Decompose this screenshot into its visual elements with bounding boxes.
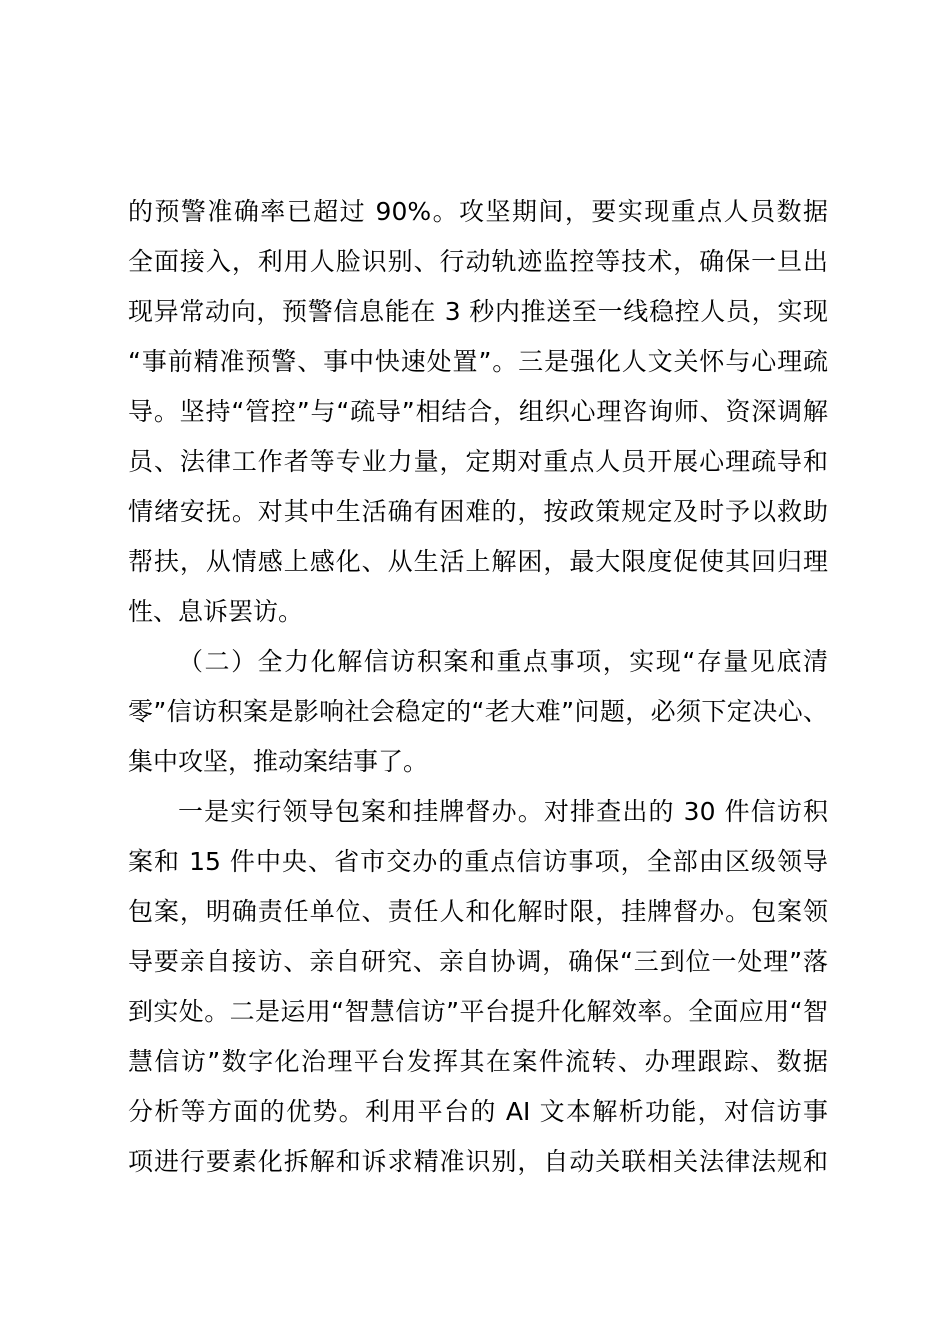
text-line: 零”信访积案是影响社会稳定的“老大难”问题，必须下定决心、	[128, 697, 828, 726]
text-line: 慧信访”数字化治理平台发挥其在案件流转、办理跟踪、数据	[128, 1047, 828, 1076]
text-line: “事前精准预警、事中快速处置”。三是强化人文关怀与心理疏	[128, 347, 828, 376]
text-line: 的预警准确率已超过 90%。攻坚期间，要实现重点人员数据	[128, 197, 828, 226]
text-line: 全面接入，利用人脸识别、行动轨迹监控等技术，确保一旦出	[128, 247, 828, 276]
text-line: 集中攻坚，推动案结事了。	[128, 747, 429, 776]
text-line: 帮扶，从情感上感化、从生活上解困，最大限度促使其回归理	[128, 547, 828, 576]
text-line: 案和 15 件中央、省市交办的重点信访事项，全部由区级领导	[128, 847, 828, 876]
text-line: 到实处。二是运用“智慧信访”平台提升化解效率。全面应用“智	[128, 997, 828, 1026]
text-line: 分析等方面的优势。利用平台的 AI 文本解析功能，对信访事	[128, 1097, 828, 1126]
text-line: 包案，明确责任单位、责任人和化解时限，挂牌督办。包案领	[128, 897, 828, 926]
text-line: 现异常动向，预警信息能在 3 秒内推送至一线稳控人员，实现	[128, 297, 828, 326]
text-line: 性、息诉罢访。	[128, 597, 304, 626]
text-line: 情绪安抚。对其中生活确有困难的，按政策规定及时予以救助	[128, 497, 828, 526]
section-heading-line: （二）全力化解信访积案和重点事项，实现“存量见底清	[178, 647, 828, 676]
text-line: 员、法律工作者等专业力量，定期对重点人员开展心理疏导和	[128, 447, 828, 476]
text-line: 项进行要素化拆解和诉求精准识别，自动关联相关法律法规和	[128, 1147, 828, 1176]
text-line: 导要亲自接访、亲自研究、亲自协调，确保“三到位一处理”落	[128, 947, 828, 976]
text-line: 导。坚持“管控”与“疏导”相结合，组织心理咨询师、资深调解	[128, 397, 828, 426]
text-line: 一是实行领导包案和挂牌督办。对排查出的 30 件信访积	[178, 797, 828, 826]
